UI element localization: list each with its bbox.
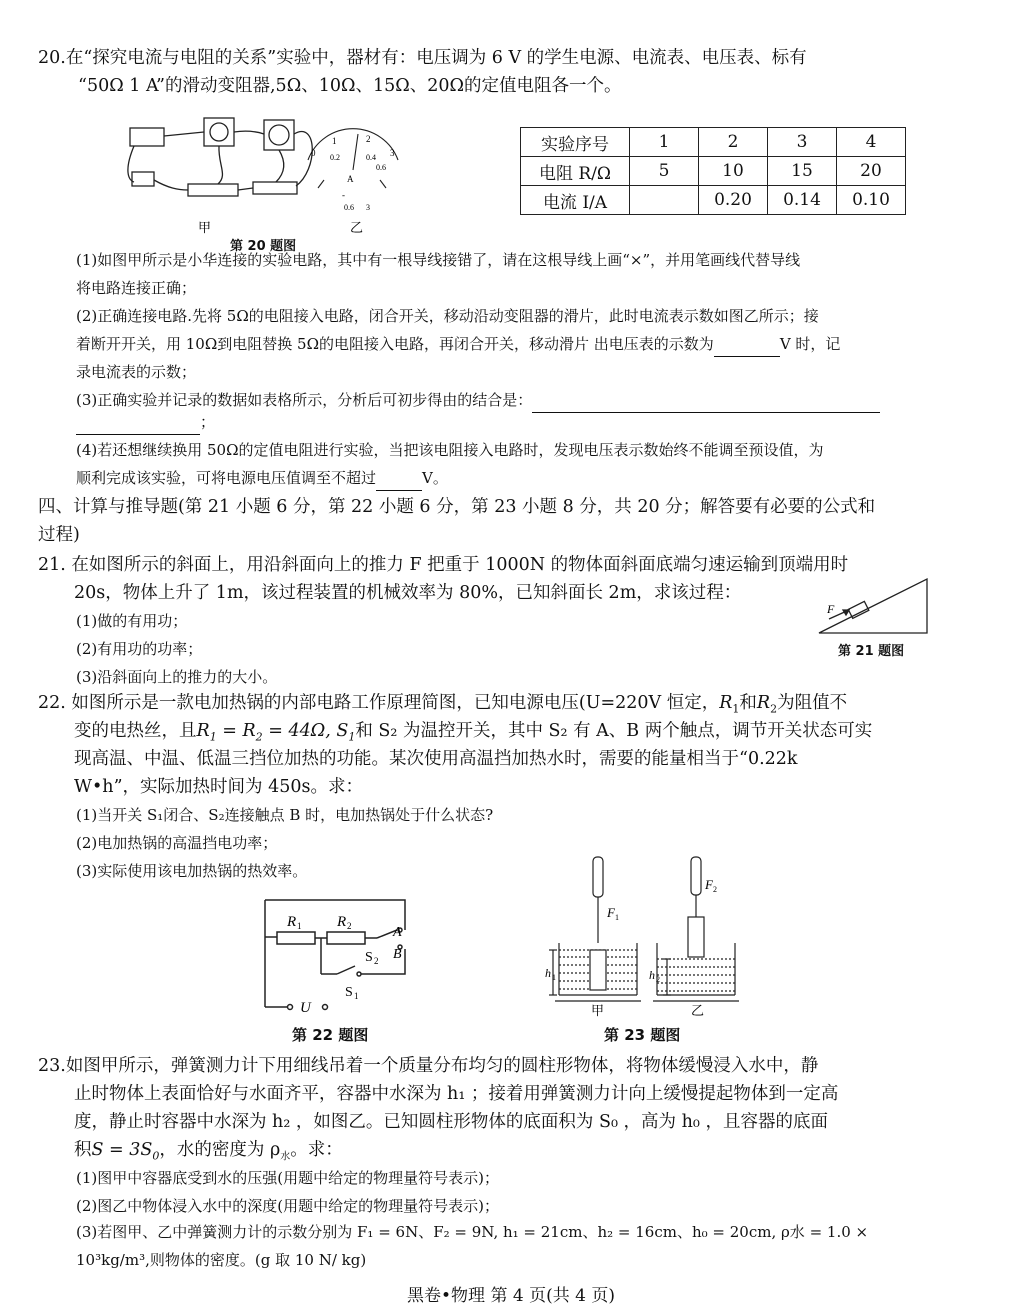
q23-line2: 止时物体上表面恰好与水面齐平，容器中水深为 h₁ ；接着用弹簧测力计向上缓慢提起物体到一定高 [74,1084,839,1104]
table-cell [630,186,699,215]
q20-figure-circuit [118,110,418,250]
svg-text:1: 1 [552,973,556,982]
table-cell: 1 [630,128,699,157]
table-cell: 15 [768,157,837,186]
resistor-r2-icon [327,932,365,944]
q20-data-table [520,127,906,215]
q21-fig-caption: 第 21 题图 [838,644,905,659]
q21-line1: 21. 在如图所示的斜面上，用沿斜面向上的推力 F 把重于 1000N 的物体面斜面底端匀速运输到顶端用时 [38,555,849,575]
rheostat-icon [188,184,238,196]
svg-text:F: F [607,905,615,920]
q23-line4: 积$S = 3S_0$，水的密度为 $\rho_水$。求： [74,1140,343,1163]
power-supply-icon [130,128,164,146]
svg-text:3: 3 [390,148,395,158]
q20-fig-caption: 第 20 题图 [230,239,297,254]
table-head-cell: 电流 I/A [521,186,630,215]
svg-text:1: 1 [354,991,359,1001]
q20-part1-line1: (1)如图甲所示是小华连接的实验电路，其中有一根导线接错了，请在这根导线上画“×”，并用笔画线代替导线 [76,251,801,269]
answer-blank[interactable] [714,332,780,357]
svg-text:1: 1 [332,136,337,146]
q23-line3: 度，静止时容器中水深为 h₂ ，如图乙。已知圆柱形物体的底面积为 S₀ ，高为 h₀ ，且容器的底面 [74,1112,828,1132]
svg-text:0.6: 0.6 [344,203,354,212]
answer-blank[interactable] [376,466,422,491]
table-cell: 10 [699,157,768,186]
cylinder-icon [688,917,704,957]
table-cell: 2 [699,128,768,157]
q22-line1: 22. 如图所示是一款电加热锅的内部电路工作原理简图，已知电源电压(U=220V 恒定，$R_1$和$R_2$为阻值不 [38,693,848,716]
q22-circuit-figure [255,892,420,1022]
svg-text:F: F [705,877,713,892]
answer-blank[interactable] [532,388,880,413]
svg-text:2: 2 [366,134,371,144]
svg-text:A: A [393,925,402,940]
svg-text:S: S [345,985,353,1000]
svg-text:2: 2 [713,885,717,894]
switch-s1-icon [337,966,355,974]
svg-text:0: 0 [311,148,316,158]
section4-heading-line1: 四、计算与推导题(第 21 小题 6 分，第 22 小题 6 分，第 23 小题 8 分，共 20 分；解答要有必要的公式和 [38,497,876,517]
figure-label-jia: 甲 [198,220,212,235]
table-cell: 5 [630,157,699,186]
svg-text:乙: 乙 [691,1003,705,1018]
svg-text:h: h [649,968,655,982]
table-cell: 0.20 [699,186,768,215]
svg-text:2: 2 [656,975,660,984]
q20-part2-line3: 录电流表的示数； [76,363,197,381]
q20-part2-line1: (2)正确连接电路.先将 5Ω的电阻接入电路，闭合开关，移动沿动变阻器的滑片，此时电流表示数如图乙所示；接 [76,307,819,325]
svg-text:S: S [365,950,373,965]
q20-part3-line2: ； [76,410,215,435]
resistor-icon [253,182,297,194]
section4-heading-line2: 过程) [38,525,80,545]
svg-text:1: 1 [297,921,302,931]
q21-incline-figure [815,575,935,637]
q23-fig-caption: 第 23 题图 [604,1026,681,1044]
q21-part3: (3)沿斜面向上的推力的大小。 [76,668,278,686]
answer-blank[interactable] [76,410,200,435]
q21-line2: 20s，物体上升了 1m，该过程装置的机械效率为 80%，已知斜面长 2m，求该过程： [74,583,742,603]
q21-part1: (1)做的有用功； [76,612,188,630]
q23-part2: (2)图乙中物体浸入水中的深度(用题中给定的物理量符号表示)； [76,1197,499,1215]
cylinder-icon [590,950,606,990]
table-row [521,186,906,215]
table-cell: 20 [837,157,906,186]
svg-text:0.2: 0.2 [330,153,340,162]
q22-line3: 现高温、中温、低温三挡位加热的功能。某次使用高温挡加热水时，需要的能量相当于“0.22k [74,749,798,769]
table-row [521,128,906,157]
q20-line2: “50Ω 1 A”的滑动变阻器,5Ω、10Ω、15Ω、20Ω的定值电阻各一个。 [78,76,622,96]
incline-icon [819,579,927,633]
q21-part2: (2)有用功的功率； [76,640,203,658]
svg-text:F: F [827,602,835,616]
q23-part3-line2: 10³kg/m³,则物体的密度。(g 取 10 N/ kg) [76,1251,367,1269]
q23-part3-line1: (3)若图甲、乙中弹簧测力计的示数分别为 F₁ = 6N、F₂ = 9N, h₁ = 21cm、h₂ = 16cm、h₀ = 20cm, ρ水 = 1.0 × [76,1223,869,1241]
svg-text:R: R [337,914,347,930]
q20-part4-line2: 顺利完成该实验，可将电源电压值调至不超过 V。 [76,466,448,491]
table-cell: 0.10 [837,186,906,215]
svg-text:3: 3 [366,203,370,212]
q20-part1-line2: 将电路连接正确； [76,279,197,297]
q22-part3: (3)实际使用该电加热锅的热效率。 [76,862,308,880]
spring-scale-icon [593,857,603,897]
svg-text:-: - [342,190,345,200]
meter-scale-arc [308,129,398,160]
switch-icon [132,172,154,186]
q22-part2: (2)电加热锅的高温挡电功率； [76,834,278,852]
svg-text:0.4: 0.4 [366,153,376,162]
resistor-r1-icon [277,932,315,944]
q20-part2-line2: 着断开开关，用 10Ω到电阻替换 5Ω的电阻接入电路，再闭合开关，移动滑片 出电压表的示数为 V 时，记 [76,332,840,357]
svg-text:R: R [287,914,297,930]
q20-part4-line1: (4)若还想继续换用 50Ω的定值电阻进行实验，当把该电阻接入电路时，发现电压表示数始终不能调至预设值，为 [76,441,824,459]
q23-part1: (1)图甲中容器底受到水的压强(用题中给定的物理量符号表示)； [76,1169,499,1187]
spring-scale-icon [691,857,701,895]
svg-text:2: 2 [374,956,379,966]
svg-text:2: 2 [347,921,352,931]
table-head-cell: 实验序号 [521,128,630,157]
q23-line1: 23.如图甲所示，弹簧测力计下用细线吊着一个质量分布均匀的圆柱形物体，将物体缓慢浸入水中，静 [38,1056,819,1076]
svg-text:h: h [545,966,551,980]
q20-part3-line1: (3)正确实验并记录的数据如表格所示，分析后可初步得由的结合是： [76,388,880,413]
svg-text:U: U [300,1000,311,1016]
svg-text:B: B [393,947,402,962]
q22-fig-caption: 第 22 题图 [292,1026,369,1044]
svg-text:甲: 甲 [591,1003,605,1018]
table-cell: 3 [768,128,837,157]
q22-line2: 变的电热丝，且$R_1 = R_2 = 44\Omega$, $S_1$和 S₂ 为温控开关，其中 S₂ 有 A、B 两个触点，调节开关状态可实 [74,721,873,744]
svg-text:1: 1 [615,913,619,922]
svg-text:A: A [347,174,354,184]
svg-text:0.6: 0.6 [376,163,386,172]
figure-label-yi: 乙 [350,220,364,235]
table-head-cell: 电阻 R/Ω [521,157,630,186]
q20-line1: 20.在“探究电流与电阻的关系”实验中，器材有：电压调为 6 V 的学生电源、电流表、电压表、标有 [38,48,807,68]
table-cell: 0.14 [768,186,837,215]
page-footer: 黑卷•物理 第 4 页(共 4 页) [407,1286,615,1306]
q23-figure [545,855,745,1020]
ammeter-icon [204,118,234,146]
table-cell: 4 [837,128,906,157]
q22-part1: (1)当开关 S₁闭合、S₂连接触点 B 时，电加热锅处于什么状态? [76,806,494,824]
table-row [521,157,906,186]
meter-needle [353,134,358,170]
q22-line4: W•h”，实际加热时间为 450s。求： [74,777,363,797]
